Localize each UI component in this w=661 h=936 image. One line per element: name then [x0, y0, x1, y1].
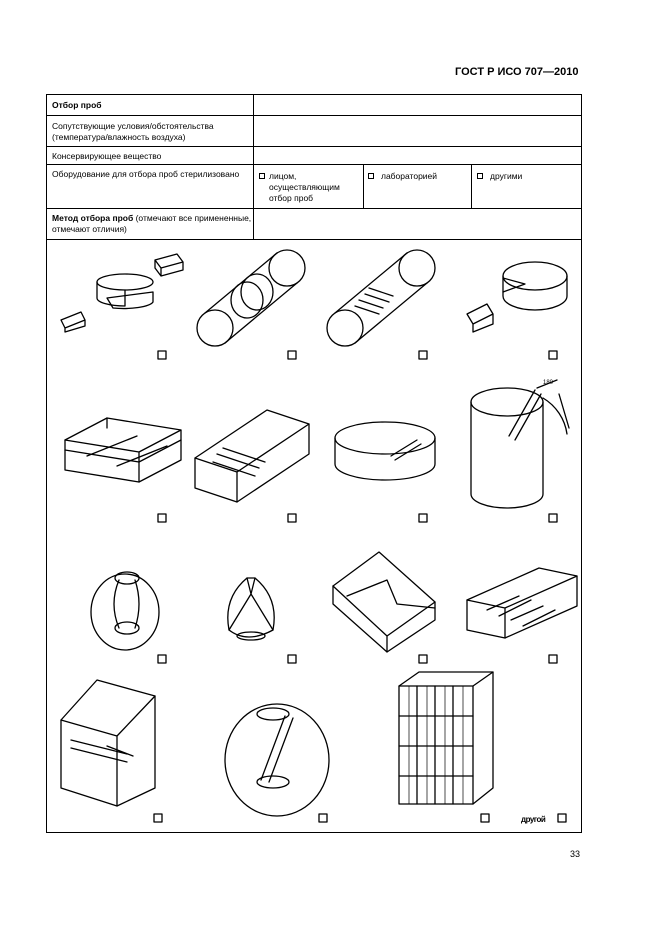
brick-cores-drawing [467, 568, 577, 638]
method-3-checkbox[interactable] [419, 351, 427, 359]
preservative-value[interactable] [254, 147, 581, 163]
method-10-checkbox[interactable] [288, 655, 296, 663]
sphere-sections-drawing [91, 572, 159, 650]
block-sections-drawing [65, 418, 181, 482]
method-12-checkbox[interactable] [549, 655, 557, 663]
method-4-checkbox[interactable] [549, 351, 557, 359]
person-checkbox[interactable] [259, 173, 265, 179]
equipment-label: Оборудование для отбора проб стерилизовано [52, 169, 240, 179]
preservative-label: Консервирующее вещество [52, 151, 162, 161]
method-7-checkbox[interactable] [419, 514, 427, 522]
block-diagonal-cut-drawing [333, 552, 435, 652]
sampling-methods-figure [47, 240, 582, 832]
other-method-checkbox[interactable] [558, 814, 566, 822]
page-number: 33 [570, 849, 581, 859]
sampling-label: Отбор проб [52, 100, 102, 110]
method-1-checkbox[interactable] [158, 351, 166, 359]
column-divider [363, 164, 364, 208]
method-11-checkbox[interactable] [419, 655, 427, 663]
other-method-label: другой [521, 815, 546, 824]
sampling-value[interactable] [254, 96, 581, 114]
sphere-core-drawing [225, 704, 329, 816]
rectangular-block-cores-drawing [195, 410, 309, 502]
lab-option-label: лабораторией [381, 171, 438, 181]
method-8-checkbox[interactable] [549, 514, 557, 522]
wheel-core-drawing [335, 422, 435, 480]
method-13-checkbox[interactable] [154, 814, 162, 822]
method-6-checkbox[interactable] [288, 514, 296, 522]
lab-checkbox[interactable] [368, 173, 374, 179]
method-value[interactable] [254, 209, 581, 238]
others-option-label: другими [490, 171, 523, 181]
document-code: ГОСТ Р ИСО 707—2010 [455, 66, 579, 78]
person-option-label: лицом, осуществляющим отбор проб [269, 171, 340, 203]
stacked-blocks-drawing [399, 672, 493, 804]
tall-cylinder-angle-drawing [471, 380, 569, 508]
method-14-checkbox[interactable] [319, 814, 327, 822]
method-label [52, 213, 252, 235]
cube-core-drawing [61, 680, 155, 806]
wheel-wedge-drawing [467, 262, 567, 332]
method-15-checkbox[interactable] [481, 814, 489, 822]
half-sphere-drawing [228, 578, 274, 640]
cylinder-cores-drawing [327, 250, 435, 346]
method-label-rest: (отмечают все примененные, отмечают отличия) [52, 213, 252, 234]
others-checkbox[interactable] [477, 173, 483, 179]
method-label-bold: Метод отбора проб [52, 213, 134, 223]
cylinder-cut-drawing [197, 250, 305, 346]
conditions-value[interactable] [254, 116, 581, 145]
row-divider [47, 164, 582, 165]
cheese-wedge-cut-drawing [61, 254, 183, 332]
column-divider [471, 164, 472, 208]
method-9-checkbox[interactable] [158, 655, 166, 663]
method-2-checkbox[interactable] [288, 351, 296, 359]
sampling-form [46, 94, 582, 833]
method-5-checkbox[interactable] [158, 514, 166, 522]
dimension-label: 180 [543, 380, 554, 386]
conditions-label: Сопутствующие условия/обстоятельства (температура/влажность воздуха) [52, 121, 214, 142]
